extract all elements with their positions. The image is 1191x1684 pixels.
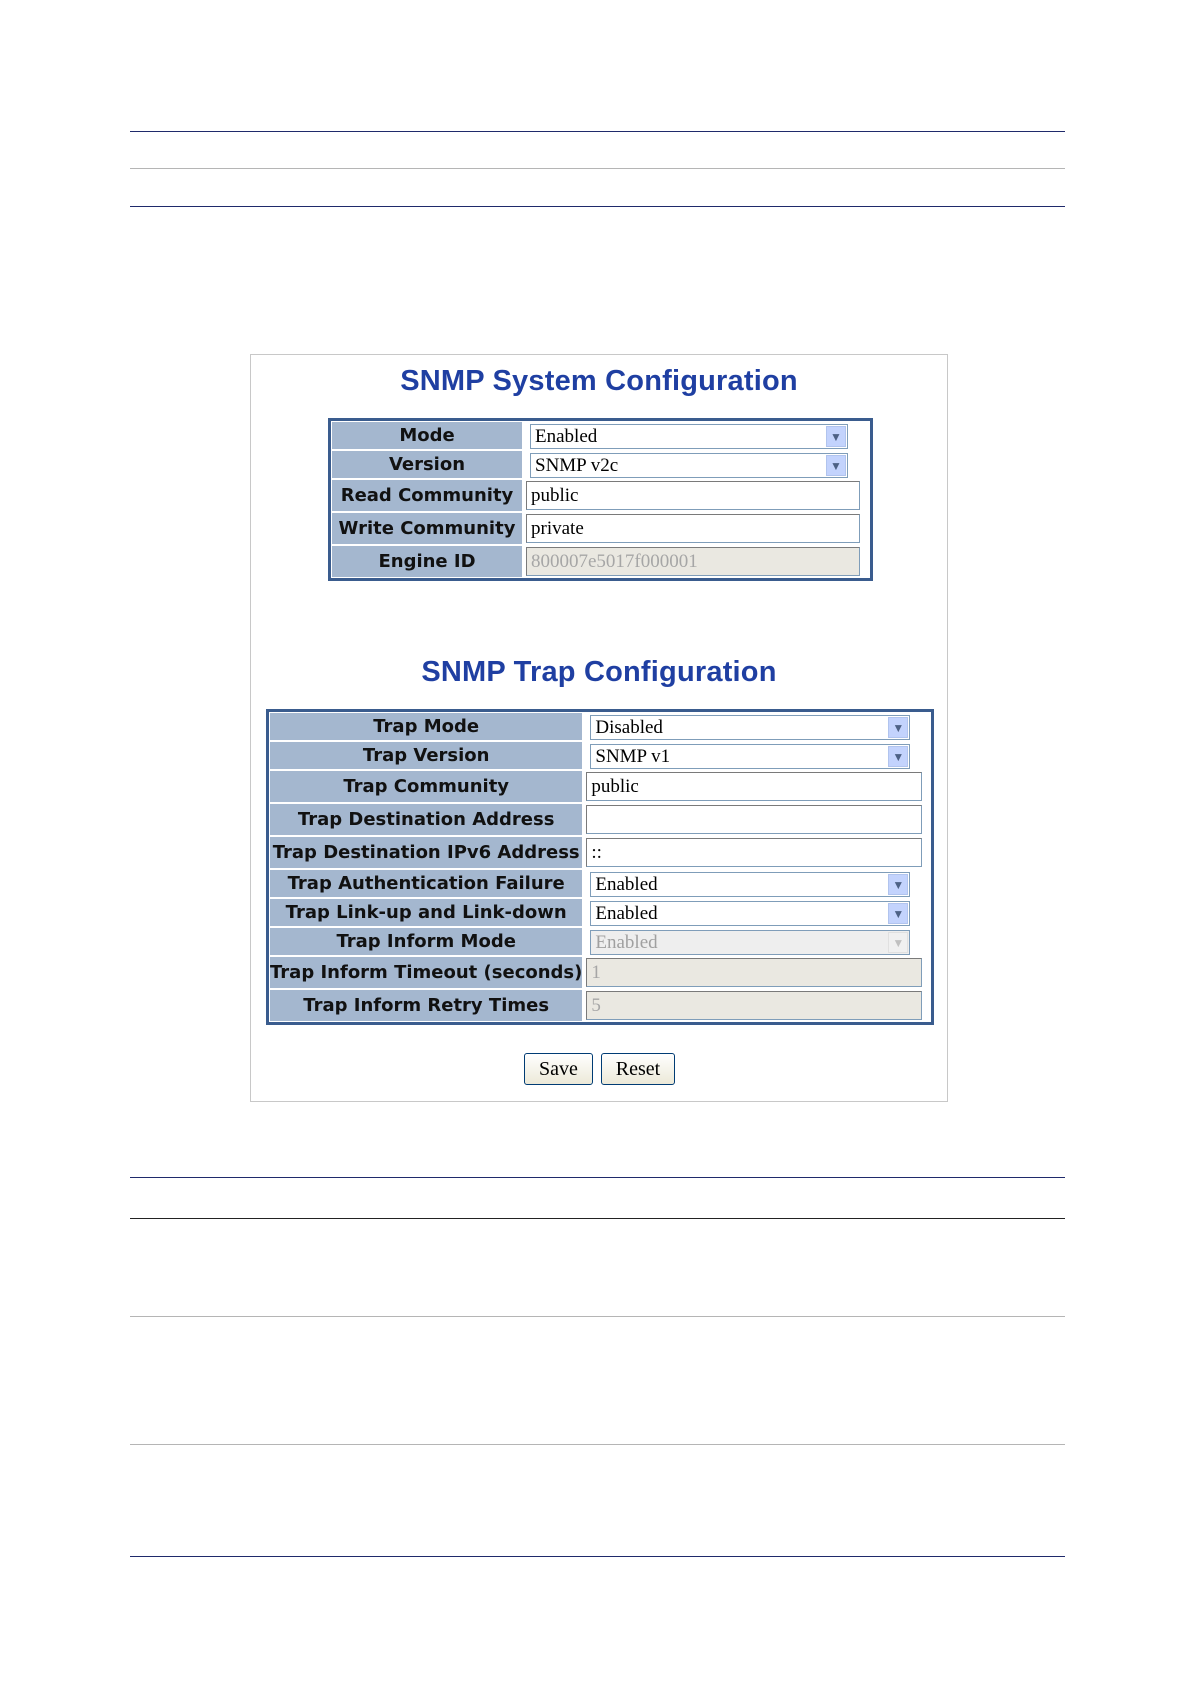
- trap-destination-address-label: Trap Destination Address: [269, 803, 583, 836]
- header-rule-bottom: [130, 206, 1065, 207]
- version-select[interactable]: [530, 453, 848, 478]
- trap-link-updown-label: Trap Link-up and Link-down: [269, 898, 583, 927]
- table-row: [269, 741, 931, 770]
- table-row: [331, 545, 870, 578]
- table-row: [331, 512, 870, 545]
- trap-mode-select[interactable]: [590, 715, 910, 740]
- trap-auth-failure-select[interactable]: [590, 872, 910, 897]
- save-button[interactable]: Save: [524, 1053, 593, 1085]
- table-rule-top: [130, 1177, 1065, 1178]
- table-rule-row1: [130, 1316, 1065, 1317]
- trap-config-title: SNMP Trap Configuration: [421, 656, 777, 688]
- trap-destination-address-input[interactable]: [586, 805, 922, 834]
- trap-link-updown-value: Enabled: [595, 903, 658, 924]
- snmp-config-panel: [250, 354, 948, 1102]
- mode-value: Enabled: [535, 426, 598, 447]
- trap-config-table: [266, 709, 934, 1025]
- chevron-down-icon: ▼: [888, 932, 908, 953]
- table-row: [269, 898, 931, 927]
- trap-inform-timeout-input: 1: [586, 958, 922, 987]
- version-value: SNMP v2c: [535, 455, 619, 476]
- trap-version-value: SNMP v1: [595, 746, 671, 767]
- trap-inform-mode-value: Enabled: [595, 932, 658, 953]
- system-config-title: SNMP System Configuration: [400, 365, 798, 397]
- reset-button[interactable]: Reset: [601, 1053, 675, 1085]
- table-rule-row2: [130, 1444, 1065, 1445]
- engine-id-input: 800007e5017f000001: [526, 547, 860, 576]
- table-row: [269, 803, 931, 836]
- table-row: [269, 770, 931, 803]
- trap-inform-mode-label: Trap Inform Mode: [269, 927, 583, 956]
- trap-inform-timeout-label: Trap Inform Timeout (seconds): [269, 956, 583, 989]
- table-row: [269, 836, 931, 869]
- trap-auth-failure-label: Trap Authentication Failure: [269, 869, 583, 898]
- footer-rule: [130, 1556, 1065, 1557]
- table-row: [331, 421, 870, 450]
- table-row: [331, 479, 870, 512]
- trap-destination-ipv6-label: Trap Destination IPv6 Address: [269, 836, 583, 869]
- read-community-input[interactable]: public: [526, 481, 860, 510]
- trap-version-label: Trap Version: [269, 741, 583, 770]
- trap-inform-retry-label: Trap Inform Retry Times: [269, 989, 583, 1022]
- chevron-down-icon: ▼: [888, 874, 908, 895]
- read-community-label: Read Community: [331, 479, 523, 512]
- mode-label: Mode: [331, 421, 523, 450]
- chevron-down-icon: ▼: [888, 903, 908, 924]
- trap-mode-label: Trap Mode: [269, 712, 583, 741]
- trap-link-updown-select[interactable]: [590, 901, 910, 926]
- mode-select[interactable]: [530, 424, 848, 449]
- table-row: [269, 712, 931, 741]
- header-rule-top: [130, 131, 1065, 132]
- header-rule-middle: [130, 168, 1065, 169]
- table-row: [331, 450, 870, 479]
- table-row: [269, 927, 931, 956]
- system-config-table: [328, 418, 873, 581]
- write-community-label: Write Community: [331, 512, 523, 545]
- table-row: [269, 869, 931, 898]
- trap-auth-failure-value: Enabled: [595, 874, 658, 895]
- trap-version-select[interactable]: [590, 744, 910, 769]
- version-label: Version: [331, 450, 523, 479]
- trap-destination-ipv6-input[interactable]: ::: [586, 838, 922, 867]
- table-row: [269, 989, 931, 1022]
- write-community-input[interactable]: private: [526, 514, 860, 543]
- trap-inform-mode-select: [590, 930, 910, 955]
- table-rule-header: [130, 1218, 1065, 1219]
- chevron-down-icon: ▼: [888, 746, 908, 767]
- chevron-down-icon: ▼: [888, 717, 908, 738]
- engine-id-label: Engine ID: [331, 545, 523, 578]
- table-row: [269, 956, 931, 989]
- trap-community-label: Trap Community: [269, 770, 583, 803]
- chevron-down-icon: ▼: [826, 455, 846, 476]
- chevron-down-icon: ▼: [826, 426, 846, 447]
- trap-community-input[interactable]: public: [586, 772, 922, 801]
- trap-inform-retry-input: 5: [586, 991, 922, 1020]
- trap-mode-value: Disabled: [595, 717, 663, 738]
